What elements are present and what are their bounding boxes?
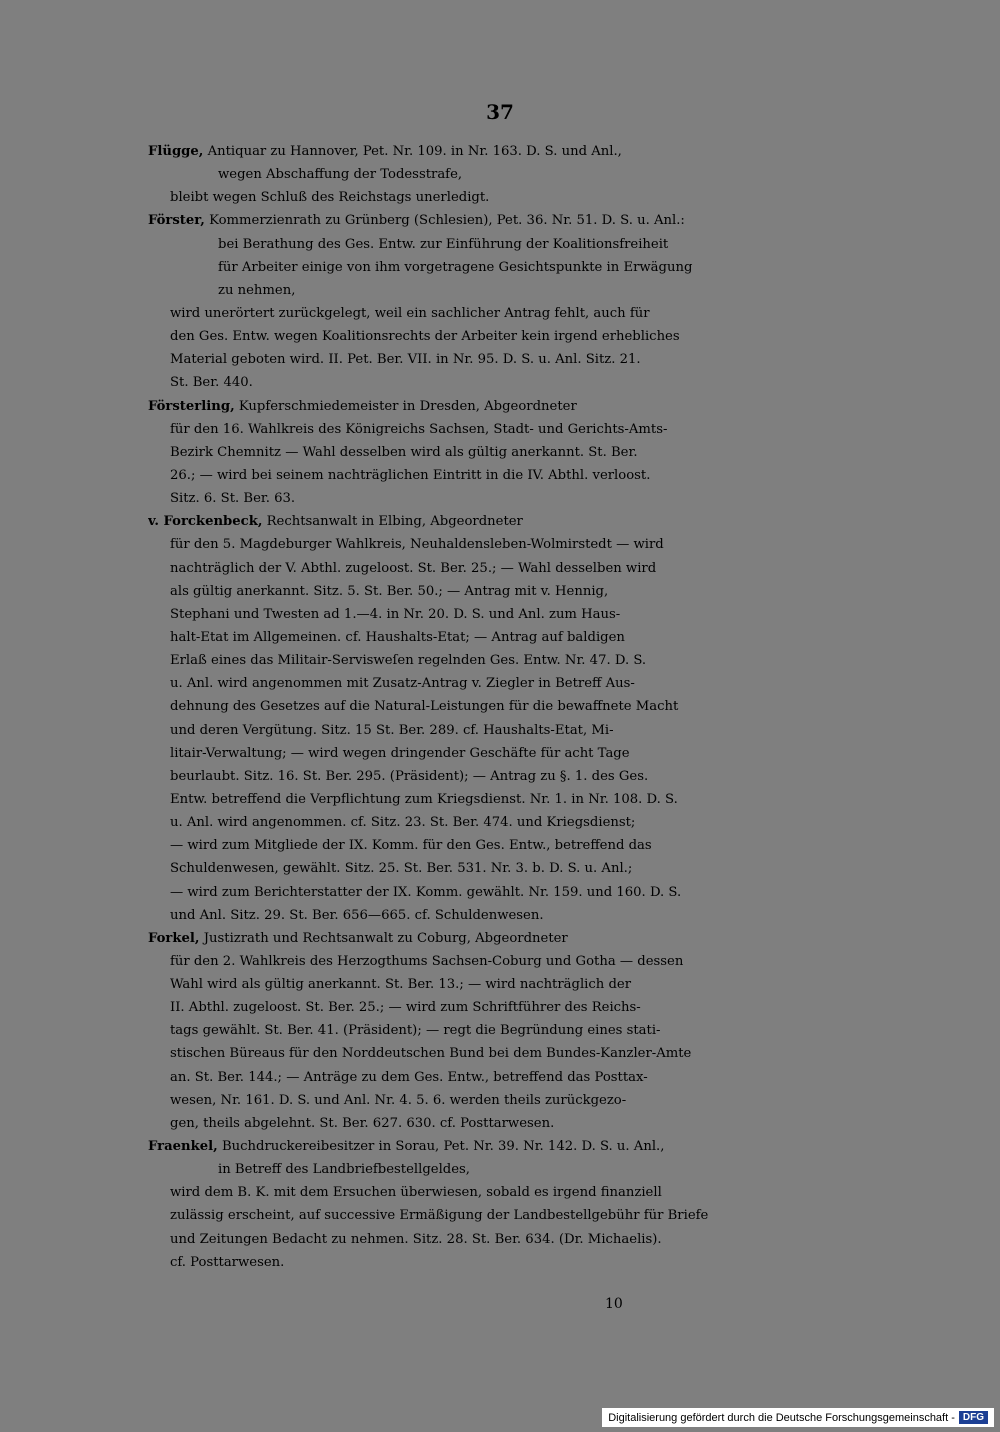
entry-line-text: bleibt wegen Schluß des Reichstags unerledigt. <box>170 190 490 206</box>
entry-line <box>148 1181 728 1204</box>
entry-line-text: — wird zum Mitgliede der IX. Komm. für den Ges. Entw., betreffend das <box>170 838 652 854</box>
footer-credit <box>602 1408 994 1427</box>
entry-line <box>148 325 728 348</box>
entry-line <box>148 186 728 209</box>
entry-line-text: Buchdruckereibesitzer in Sorau, Pet. Nr. 39. Nr. 142. D. S. u. Anl., <box>221 1139 665 1155</box>
page-number: 37 <box>486 100 514 124</box>
entry-line-text: Erlaß eines das Militair-Servisweſen regelnden Ges. Entw. Nr. 47. D. S. <box>170 653 647 669</box>
entry-line <box>148 140 728 163</box>
entry-line <box>148 626 728 649</box>
entry-line <box>148 857 728 880</box>
entry-line <box>148 1112 728 1135</box>
index-entry <box>148 209 728 394</box>
entry-line-text: tags gewählt. St. Ber. 41. (Präsident); — regt die Begründung eines stati- <box>170 1023 661 1039</box>
entry-name: Forkel, <box>148 930 200 946</box>
entry-line <box>148 672 728 695</box>
entry-line <box>148 233 728 256</box>
entry-line <box>148 742 728 765</box>
entry-line-text: II. Abthl. zugeloost. St. Ber. 25.; — wird zum Schriftführer des Reichs- <box>170 1000 641 1016</box>
entry-line-text: gen, theils abgelehnt. St. Ber. 627. 630. cf. Posttarwesen. <box>170 1115 555 1131</box>
entries-list <box>148 140 728 1274</box>
entry-line-text: den Ges. Entw. wegen Koalitionsrechts der Arbeiter kein irgend erhebliches <box>170 329 680 345</box>
entry-line <box>148 973 728 996</box>
entry-line-text: in Betreff des Landbriefbestellgeldes, <box>218 1162 470 1178</box>
entry-line-text: — wird zum Berichterstatter der IX. Komm. gewählt. Nr. 159. und 160. D. S. <box>170 884 682 900</box>
entry-line-text: wesen, Nr. 161. D. S. und Anl. Nr. 4. 5. 6. werden theils zurückgezo- <box>170 1092 627 1108</box>
entry-line-text: zu nehmen, <box>218 282 296 298</box>
entry-line <box>148 1204 728 1227</box>
entry-line-text: Rechtsanwalt in Elbing, Abgeordneter <box>266 514 523 530</box>
entry-line-text: wird unerörtert zurückgelegt, weil ein sachlicher Antrag fehlt, auch für <box>170 305 650 321</box>
entry-line-text: bei Berathung des Ges. Entw. zur Einführung der Koalitionsfreiheit <box>218 236 669 252</box>
entry-line <box>148 927 728 950</box>
entry-line-text: wird dem B. K. mit dem Ersuchen überwiesen, sobald es irgend finanziell <box>170 1185 662 1201</box>
entry-line-text: St. Ber. 440. <box>170 375 253 391</box>
entry-line-text: cf. Posttarwesen. <box>170 1254 285 1270</box>
entry-line-text: für den 2. Wahlkreis des Herzogthums Sachsen-Coburg und Gotha — dessen <box>170 953 684 969</box>
entry-line-text: zulässig erscheint, auf successive Ermäßigung der Landbestellgebühr für Briefe <box>170 1208 709 1224</box>
entry-line-text: Antiquar zu Hannover, Pet. Nr. 109. in Nr. 163. D. S. und Anl., <box>207 144 622 159</box>
entry-line <box>148 163 728 186</box>
entry-name: Förster, <box>148 213 205 229</box>
entry-line-text: Justizrath und Rechtsanwalt zu Coburg, Abgeordneter <box>203 930 568 946</box>
entry-line <box>148 418 728 441</box>
entry-line-text: Stephani und Twesten ad 1.—4. in Nr. 20. D. S. und Anl. zum Haus- <box>170 606 621 622</box>
entry-line-text: Entw. betreffend die Verpflichtung zum Kriegsdienst. Nr. 1. in Nr. 108. D. S. <box>170 791 678 807</box>
entry-line-text: Sitz. 6. St. Ber. 63. <box>170 491 296 507</box>
entry-line-text: dehnung des Gesetzes auf die Natural-Leistungen für die bewaffnete Macht <box>170 699 679 715</box>
entry-line <box>148 487 728 510</box>
entry-line <box>148 1089 728 1112</box>
entry-line-text: u. Anl. wird angenommen. cf. Sitz. 23. St. Ber. 474. und Kriegsdienst; <box>170 815 636 831</box>
index-entry <box>148 395 728 511</box>
entry-line-text: 26.; — wird bei seinem nachträglichen Eintritt in die IV. Abthl. verloost. <box>170 467 651 483</box>
entry-line-text: und Anl. Sitz. 29. St. Ber. 656—665. cf. Schuldenwesen. <box>170 907 544 923</box>
entry-line-text: und deren Vergütung. Sitz. 15 St. Ber. 289. cf. Haushalts-Etat, Mi- <box>170 722 614 738</box>
sheet-signature: 10 <box>605 1296 623 1312</box>
entry-line <box>148 1135 728 1158</box>
entry-line <box>148 533 728 556</box>
entry-line <box>148 695 728 718</box>
index-entry <box>148 1135 728 1274</box>
index-entry <box>148 140 728 209</box>
entry-line <box>148 881 728 904</box>
entry-line <box>148 441 728 464</box>
index-entry <box>148 510 728 927</box>
dfg-logo: DFG <box>959 1411 988 1424</box>
entry-line <box>148 209 728 232</box>
entry-line <box>148 348 728 371</box>
entry-line-text: für den 16. Wahlkreis des Königreichs Sachsen, Stadt- und Gerichts-Amts- <box>170 421 668 437</box>
footer-credit-text: Digitalisierung gefördert durch die Deutsche Forschungsgemeinschaft - <box>608 1411 955 1424</box>
entry-line <box>148 603 728 626</box>
entry-line <box>148 395 728 418</box>
entry-name: Försterling, <box>148 398 235 414</box>
entry-line-text: für den 5. Magdeburger Wahlkreis, Neuhaldensleben-Wolmirstedt — wird <box>170 537 664 553</box>
entry-name: Flügge, <box>148 144 204 159</box>
entry-line-text: und Zeitungen Bedacht zu nehmen. Sitz. 28. St. Ber. 634. (Dr. Michaelis). <box>170 1231 662 1247</box>
entry-line-text: wegen Abschaffung der Todesstrafe, <box>218 167 463 183</box>
entry-line-text: an. St. Ber. 144.; — Anträge zu dem Ges. Entw., betreffend das Posttax- <box>170 1069 648 1085</box>
entry-line <box>148 950 728 973</box>
entry-line <box>148 788 728 811</box>
entry-line <box>148 302 728 325</box>
entry-line <box>148 1158 728 1181</box>
entry-line-text: Material geboten wird. II. Pet. Ber. VII. in Nr. 95. D. S. u. Anl. Sitz. 21. <box>170 352 641 368</box>
entry-line <box>148 1251 728 1274</box>
entry-line-text: als gültig anerkannt. Sitz. 5. St. Ber. 50.; — Antrag mit v. Hennig, <box>170 583 609 599</box>
entry-line-text: stischen Büreaus für den Norddeutschen Bund bei dem Bundes-Kanzler-Amte <box>170 1046 692 1062</box>
entry-line-text: halt-Etat im Allgemeinen. cf. Haushalts-Etat; — Antrag auf baldigen <box>170 629 625 645</box>
entry-line <box>148 510 728 533</box>
entry-line-text: beurlaubt. Sitz. 16. St. Ber. 295. (Präsident); — Antrag zu §. 1. des Ges. <box>170 768 649 784</box>
entry-line <box>148 1019 728 1042</box>
entry-line-text: Bezirk Chemnitz — Wahl desselben wird als gültig anerkannt. St. Ber. <box>170 444 638 460</box>
entry-line <box>148 834 728 857</box>
entry-line <box>148 1042 728 1065</box>
entry-line <box>148 580 728 603</box>
entry-name: v. Forckenbeck, <box>148 514 263 530</box>
entry-line <box>148 256 728 279</box>
entry-line <box>148 649 728 672</box>
entry-line-text: Kommerzienrath zu Grünberg (Schlesien), Pet. 36. Nr. 51. D. S. u. Anl.: <box>209 213 685 229</box>
entry-line <box>148 719 728 742</box>
entry-line <box>148 371 728 394</box>
entry-line-text: nachträglich der V. Abthl. zugeloost. St. Ber. 25.; — Wahl desselben wird <box>170 560 657 576</box>
entry-line <box>148 996 728 1019</box>
entry-line-text: Kupferschmiedemeister in Dresden, Abgeordneter <box>238 398 577 414</box>
entry-line <box>148 811 728 834</box>
entry-line <box>148 904 728 927</box>
entry-line-text: u. Anl. wird angenommen mit Zusatz-Antrag v. Ziegler in Betreff Aus- <box>170 676 635 692</box>
index-entry <box>148 927 728 1135</box>
entry-line <box>148 1066 728 1089</box>
entry-line <box>148 765 728 788</box>
entry-line <box>148 1228 728 1251</box>
entry-line-text: für Arbeiter einige von ihm vorgetragene Gesichtspunkte in Erwägung <box>218 259 693 275</box>
entry-line <box>148 279 728 302</box>
entry-line <box>148 557 728 580</box>
entry-line-text: litair-Verwaltung; — wird wegen dringender Geschäfte für acht Tage <box>170 745 630 761</box>
entry-line <box>148 464 728 487</box>
entry-line-text: Schuldenwesen, gewählt. Sitz. 25. St. Ber. 531. Nr. 3. b. D. S. u. Anl.; <box>170 861 633 877</box>
entry-name: Fraenkel, <box>148 1139 218 1155</box>
entry-line-text: Wahl wird als gültig anerkannt. St. Ber. 13.; — wird nachträglich der <box>170 977 632 993</box>
